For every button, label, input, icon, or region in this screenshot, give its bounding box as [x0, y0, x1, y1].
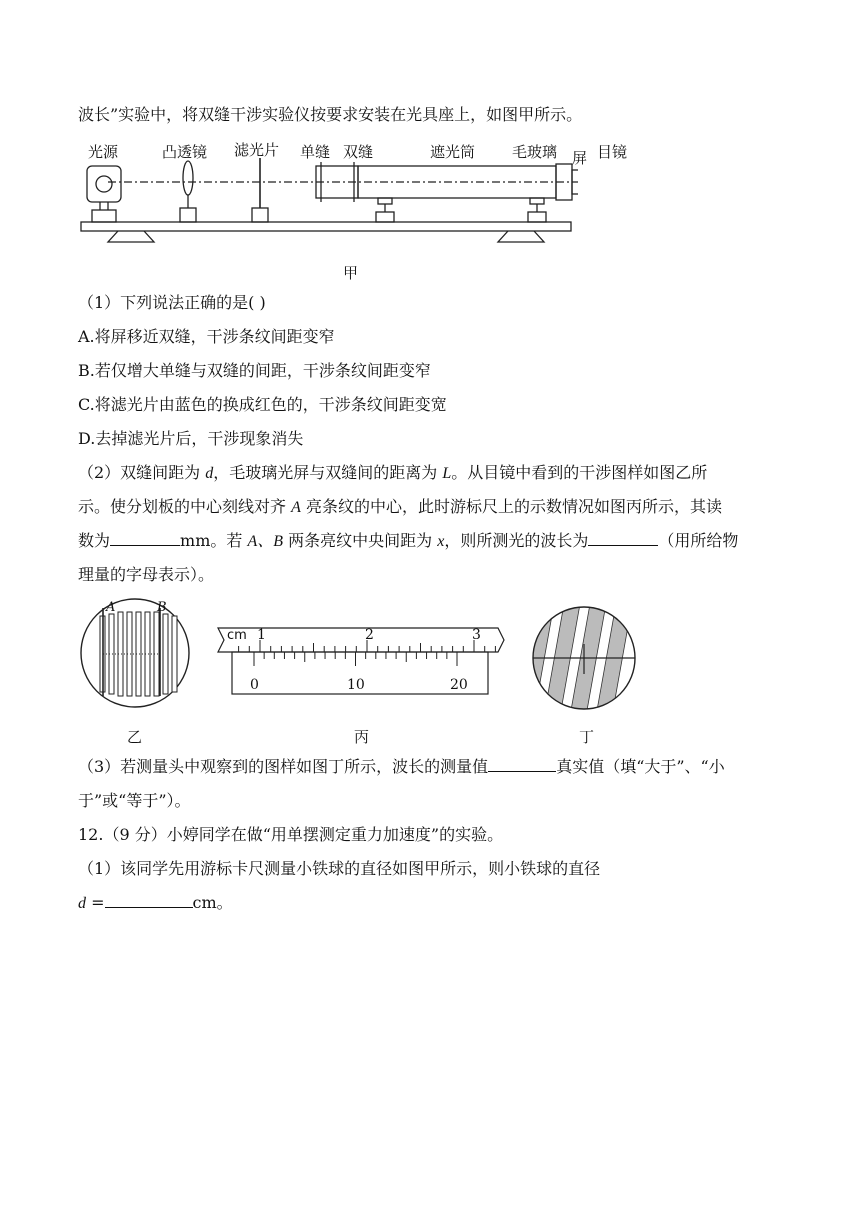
q1-stem: （1）下列说法正确的是( ): [78, 293, 266, 312]
vernier-label-10: 10: [347, 677, 365, 693]
caption-yi: 乙: [127, 728, 143, 746]
q3-line2: 于”或“等于”）。: [78, 791, 191, 810]
blank-diameter[interactable]: [105, 893, 193, 908]
label-single-slit: 单缝: [300, 143, 331, 161]
q2-line3: 数为 mm。若 A、B 两条亮纹中央间距为 x，则所测光的波长为 （用所给物: [78, 531, 739, 550]
vernier-label-20: 20: [450, 677, 468, 693]
intro-text: 波长”实验中，将双缝干涉实验仪按要求安装在光具座上，如图甲所示。: [78, 105, 583, 124]
main-label-3: 3: [472, 627, 481, 643]
mark-b: B: [157, 600, 167, 615]
caption-jia: 甲: [343, 264, 359, 282]
tilted-fringe-figure: [530, 604, 642, 716]
q1-option-d: D.去掉滤光片后，干涉现象消失: [78, 429, 304, 448]
label-eyepiece: 目镜: [597, 143, 628, 161]
label-convex-lens: 凸透镜: [162, 143, 208, 161]
caption-ding: 丁: [579, 728, 595, 746]
bench-foot-right: [498, 231, 544, 242]
convex-lens: [183, 161, 193, 195]
tube-stand-right: [528, 212, 546, 222]
blank-wavelength[interactable]: [588, 531, 658, 546]
label-light-tube: 遮光筒: [430, 143, 476, 161]
q2-line1: （2）双缝间距为 d，毛玻璃光屏与双缝间的距离为 L。从目镜中看到的干涉图样如图乙所: [78, 463, 708, 482]
fringe-pattern-figure: [78, 596, 194, 712]
q12-answer-line: d = cm。: [78, 893, 233, 912]
caliper-unit: cm: [227, 628, 247, 643]
label-screen: 屏: [572, 149, 588, 167]
lens-stand: [180, 208, 196, 222]
filter-stand: [252, 208, 268, 222]
tube-stand-left: [376, 212, 394, 222]
light-source: [87, 166, 121, 202]
mark-a: A: [106, 600, 116, 615]
q1-option-b: B.若仅增大单缝与双缝的间距，干涉条纹间距变窄: [78, 361, 431, 380]
q1-option-a: A.将屏移近双缝，干涉条纹间距变窄: [78, 327, 335, 346]
bulb: [96, 176, 112, 192]
caption-bing: 丙: [354, 728, 370, 746]
q12-part1: （1）该同学先用游标卡尺测量小铁球的直径如图甲所示，则小铁球的直径: [78, 859, 601, 878]
label-light-source: 光源: [88, 143, 119, 161]
bench-rail: [81, 222, 571, 231]
label-filter: 滤光片: [234, 141, 280, 159]
main-label-1: 1: [257, 627, 266, 643]
q2-line2: 示。使分划板的中心刻线对齐 A 亮条纹的中心，此时游标尺上的示数情况如图丙所示，其读: [78, 497, 722, 516]
q3-line1: （3）若测量头中观察到的图样如图丁所示，波长的测量值 真实值（填“大于”、“小: [78, 757, 725, 776]
q2-line4: 理量的字母表示）。: [78, 565, 215, 584]
q1-option-c: C.将滤光片由蓝色的换成红色的，干涉条纹间距变宽: [78, 395, 447, 414]
blank-reading[interactable]: [110, 531, 180, 546]
q12-title: 12.（9 分）小婷同学在做“用单摆测定重力加速度”的实验。: [78, 825, 504, 844]
vernier-label-0: 0: [250, 677, 259, 693]
bench-foot-left: [108, 231, 154, 242]
label-frosted-glass: 毛玻璃: [512, 143, 558, 161]
label-double-slit: 双缝: [343, 143, 374, 161]
main-label-2: 2: [365, 627, 374, 643]
source-stand: [92, 210, 116, 222]
blank-compare[interactable]: [488, 757, 556, 772]
